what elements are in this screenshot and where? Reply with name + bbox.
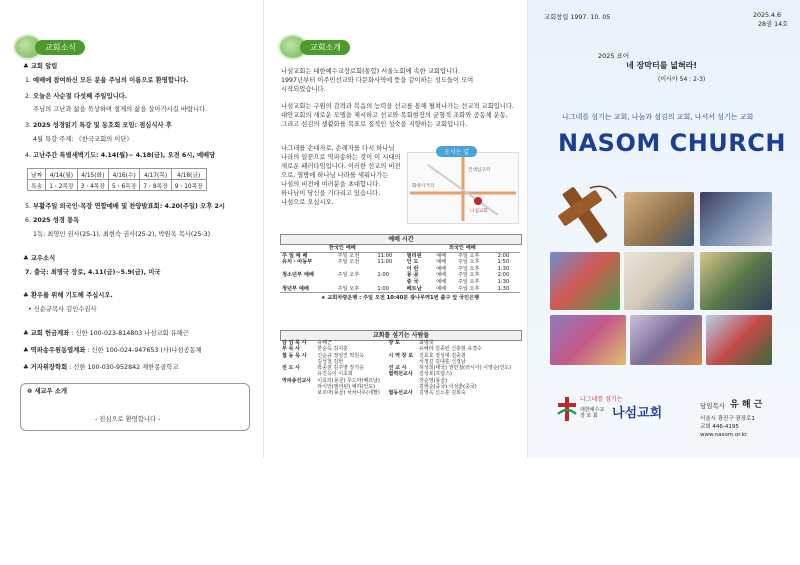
new-member-title: ❁ 새교우 소개	[27, 388, 68, 395]
worship-head: 외국인 예배	[405, 245, 520, 252]
photo-gathering	[624, 192, 694, 246]
gear-icon: ❁	[27, 388, 35, 395]
news-item-6: 6. 2025 성경 통독	[25, 217, 80, 224]
map-place: 화양사거리	[412, 184, 435, 189]
news-item-2: 2. 오늘은 사순절 다섯째 주일입니다.	[25, 93, 128, 100]
photo-graduation	[624, 252, 694, 310]
news-item-1: 1. 예배에 참여하신 모든 분을 주님의 이름으로 환영합니다.	[25, 77, 189, 84]
logo-denomination: 대한예수교 장 로 회	[580, 407, 605, 419]
table-row: 청소년부 예배 주일 오후 1:00 몽 골 예배 주일 오후 2:00	[282, 272, 510, 279]
church-phone: 교회 446-4195	[700, 424, 739, 430]
cal-cell: 4/14(월)	[46, 169, 77, 180]
shuttle-note: ★ 교회차량운행 : 주일 오전 10:40분 광나루역1번 출구 앞 국민은행	[280, 293, 520, 302]
prayer-item: • 신순규목사 김인수권사	[28, 306, 97, 313]
news-item-4: 4. 고난주간 특별새벽기도: 4.14(월)~ 4.18(금), 오전 6시, 예배당	[25, 152, 216, 159]
cal-cell: 3・4목장	[77, 180, 108, 191]
issue-date: 2025.4.6	[753, 12, 782, 19]
table-row: 전 도 사 박종권 김주영 장기웅 선 교 사 허성희(태국) 권민철(러시아) 이영순(인도)	[282, 365, 512, 372]
club-icon: ♣	[23, 330, 31, 337]
news-item-3-detail: 4월 특강 주제: 《한국교회의 이단》	[33, 136, 133, 143]
cal-cell: 4/15(화)	[77, 169, 108, 180]
new-member-box	[20, 383, 250, 431]
location-map[interactable]	[407, 149, 519, 224]
new-member-welcome: - 진심으로 환영합니다 -	[95, 416, 161, 423]
table-row: 김성철 김헌 서정길 김대훈 신정남	[317, 358, 466, 365]
staff-heading: 교회를 섬기는 사람들	[280, 330, 522, 341]
club-icon: ♣	[23, 364, 31, 371]
prayer-heading: ♣ 환우를 위해 기도해 주십시오.	[23, 292, 113, 299]
pastor-name: 유 해 근	[730, 400, 763, 410]
section-badge-intro	[280, 36, 350, 58]
cal-cell: 9・10목장	[171, 180, 206, 191]
club-icon: ♣	[23, 63, 31, 70]
motto: 네 장막터를 넓혀라!	[626, 61, 698, 70]
cal-cell: 4/17(목)	[140, 169, 171, 180]
photo-dance	[706, 315, 772, 365]
table-row: 중 국 예배 주일 오후 1:30	[406, 278, 510, 285]
map-place: 나섬교회	[470, 209, 488, 214]
vision-line: 나섬으로 오십시오.	[281, 199, 334, 206]
map-label: 오시는 길	[436, 146, 477, 157]
cal-cell: 날짜	[28, 169, 46, 180]
church-address: 서울시 광진구 광장로1	[700, 416, 755, 422]
slogan: 나그네를 섬기는 교회, 나눔과 섬김의 교회, 나서서 섬기는 교회	[562, 113, 754, 121]
intro-line: 1997년부터 이주민선교와 다문화사역에 뜻을 같이하는 성도들이 모여	[281, 77, 474, 84]
vision-line: 나섬의 비전에 여러분을 초대합니다.	[281, 181, 381, 188]
cal-cell: 5・6목장	[108, 180, 139, 191]
table-row: 라이언(필리핀) 예하(인도) 김현순(중국) 이성춘(중국)	[317, 384, 477, 391]
founded-date: 교회창립 1997. 10. 05	[544, 14, 611, 21]
club-icon: ♣	[23, 292, 31, 299]
cal-cell: 1・2목장	[46, 180, 77, 191]
map-place: 건대입구역	[468, 168, 491, 173]
news-item-2-detail: 주님의 고난과 삶을 묵상하며 절제의 삶을 살아가시길 바랍니다.	[33, 106, 208, 113]
table-row: 유치・아동부 주일 오전 11:00 인 도 예배 주일 오후 1:50	[282, 259, 510, 266]
cal-cell: 4/18(금)	[171, 169, 206, 180]
worship-time-heading: 예배 시간	[280, 234, 522, 245]
account-row: ♣ 역파송우원동엽계좌 : 신한 100-024-947653 (사)나섬공동체	[23, 347, 202, 354]
table-row: 이 란 예배 주일 오후 1:30	[406, 265, 510, 272]
panel-cover	[528, 0, 800, 458]
vision-line: 나그네를 손대자로, 손래자를 다시 하나님	[281, 145, 395, 152]
vision-line: 나라의 일꾼으로 역파송하는 것이 이 시대의	[281, 154, 401, 161]
intro-line: 시작되었습니다.	[281, 86, 326, 93]
logo-church-name: 나섬교회	[612, 406, 663, 421]
photo-choir	[630, 315, 702, 365]
worship-time-table	[280, 245, 520, 302]
news-item-6-detail: 1독: 최영인 권사(25-1), 최현숙 권사(25-2), 박원옥 목사(25-3)	[33, 231, 211, 238]
table-row: 보르마(몽골) 차차나우(네팔) 협동선교사 김영옥 신노훈 김희숙	[317, 390, 466, 397]
news-item-5: 5. 부활주일 외국인·목장 연합예배 및 찬양발표회: 4.20(주일) 오후 2시	[25, 203, 225, 210]
account-row: ♣ 교회 헌금계좌 : 신한 100-023-814803 나섬교회 유해근	[23, 330, 189, 337]
photo-class	[700, 252, 772, 310]
wooden-cross-icon	[550, 180, 620, 250]
vision-line: 새로운 패러다임입니다. 이러한 선교의 비전	[281, 163, 401, 170]
account-row: ♣ 거자위장학회 : 신한 100-030-952842 재한몽골학교	[23, 364, 179, 371]
staff-table	[280, 340, 520, 397]
badge-label: 교회소개	[300, 40, 350, 55]
photo-flags	[550, 252, 620, 310]
panel-church-news	[0, 0, 262, 458]
intro-line: 그리고 섬김의 생활화를 목표로 질적인 성숙을 지향하는 교회입니다.	[281, 121, 468, 128]
cal-cell: 7・8목장	[140, 180, 171, 191]
church-website[interactable]: www.nasom.or.kr	[700, 432, 748, 438]
vision-line: 하나님이 당신을 기다리고 있습니다.	[281, 190, 381, 197]
cal-cell: 특송	[28, 180, 46, 191]
table-row: 역파송선교사 이효의(몽골) 무드마(베트남) 장순영(몽골)	[282, 377, 448, 384]
dawn-prayer-schedule	[27, 168, 207, 191]
table-row: 청년부 예배 주일 오후 1:00 베트남 예배 주일 오후 1:30	[282, 285, 510, 292]
news-item-3: 3. 2025 성경읽기 특강 및 동호회 모임: 점심식사 후	[25, 122, 172, 129]
pastor-label: 담임목사	[700, 402, 726, 410]
motto-year: 2025 표어	[598, 52, 630, 60]
photo-worship	[700, 192, 772, 246]
verse: (이사야 54 : 2-3)	[658, 76, 706, 83]
table-row: 부 목 사 한순옥 김지훈 유혜라 김종빈 신충현 유경수	[282, 346, 482, 353]
church-logo-icon	[556, 396, 578, 422]
church-name: NASOM CHURCH	[558, 129, 786, 157]
issue-number: 28권 14호	[758, 21, 789, 28]
badge-label: 교회소식	[35, 40, 85, 55]
logo-tagline: 나그네를 섬기는	[580, 396, 623, 403]
intro-line: 나섬교회는 대한예수교장로회(통합) 서울노회에 속한 교회입니다.	[281, 68, 461, 75]
intro-line: 나섬교회는 구원의 감격과 복음의 능력을 선교를 통해 펼쳐나가는 선교적 교회입니다.	[281, 103, 514, 110]
cal-cell: 4/16(수)	[108, 169, 139, 180]
photo-performance	[550, 315, 626, 365]
club-icon: ♣	[23, 347, 31, 354]
table-row: 담 임 목 사 유해근 장 로 최명국	[282, 340, 434, 346]
member-news-heading: ♣ 교우소식	[23, 255, 56, 262]
intro-line: 대안교회의 새로운 모델을 제시하고 선교와 목회현장의 균형적 조화와 공동체 운동,	[281, 112, 508, 119]
vision-line: 으로, 열방에 하나님 나라를 세워나가는	[281, 172, 389, 179]
member-news-item: 7. 출국: 최명국 장로, 4.11(금)~5.9(금), 미국	[25, 269, 161, 276]
section-badge-news	[15, 36, 85, 58]
club-icon: ♣	[23, 255, 31, 262]
worship-head: 한국인 예배	[280, 245, 405, 252]
table-row: 유진옥이 이초희 협력선교사 김성호(프랑스)	[317, 371, 452, 378]
table-row: 주 일 예 배 주일 오전 11:00 필리핀 예배 주일 오후 2:00	[282, 252, 510, 259]
table-row: 협 동 목 사 신순규 정성진 박원옥 시 역 장 로 진호호 정성대 김종철	[282, 352, 466, 359]
news-heading: ♣ 교회 알림	[23, 63, 58, 70]
